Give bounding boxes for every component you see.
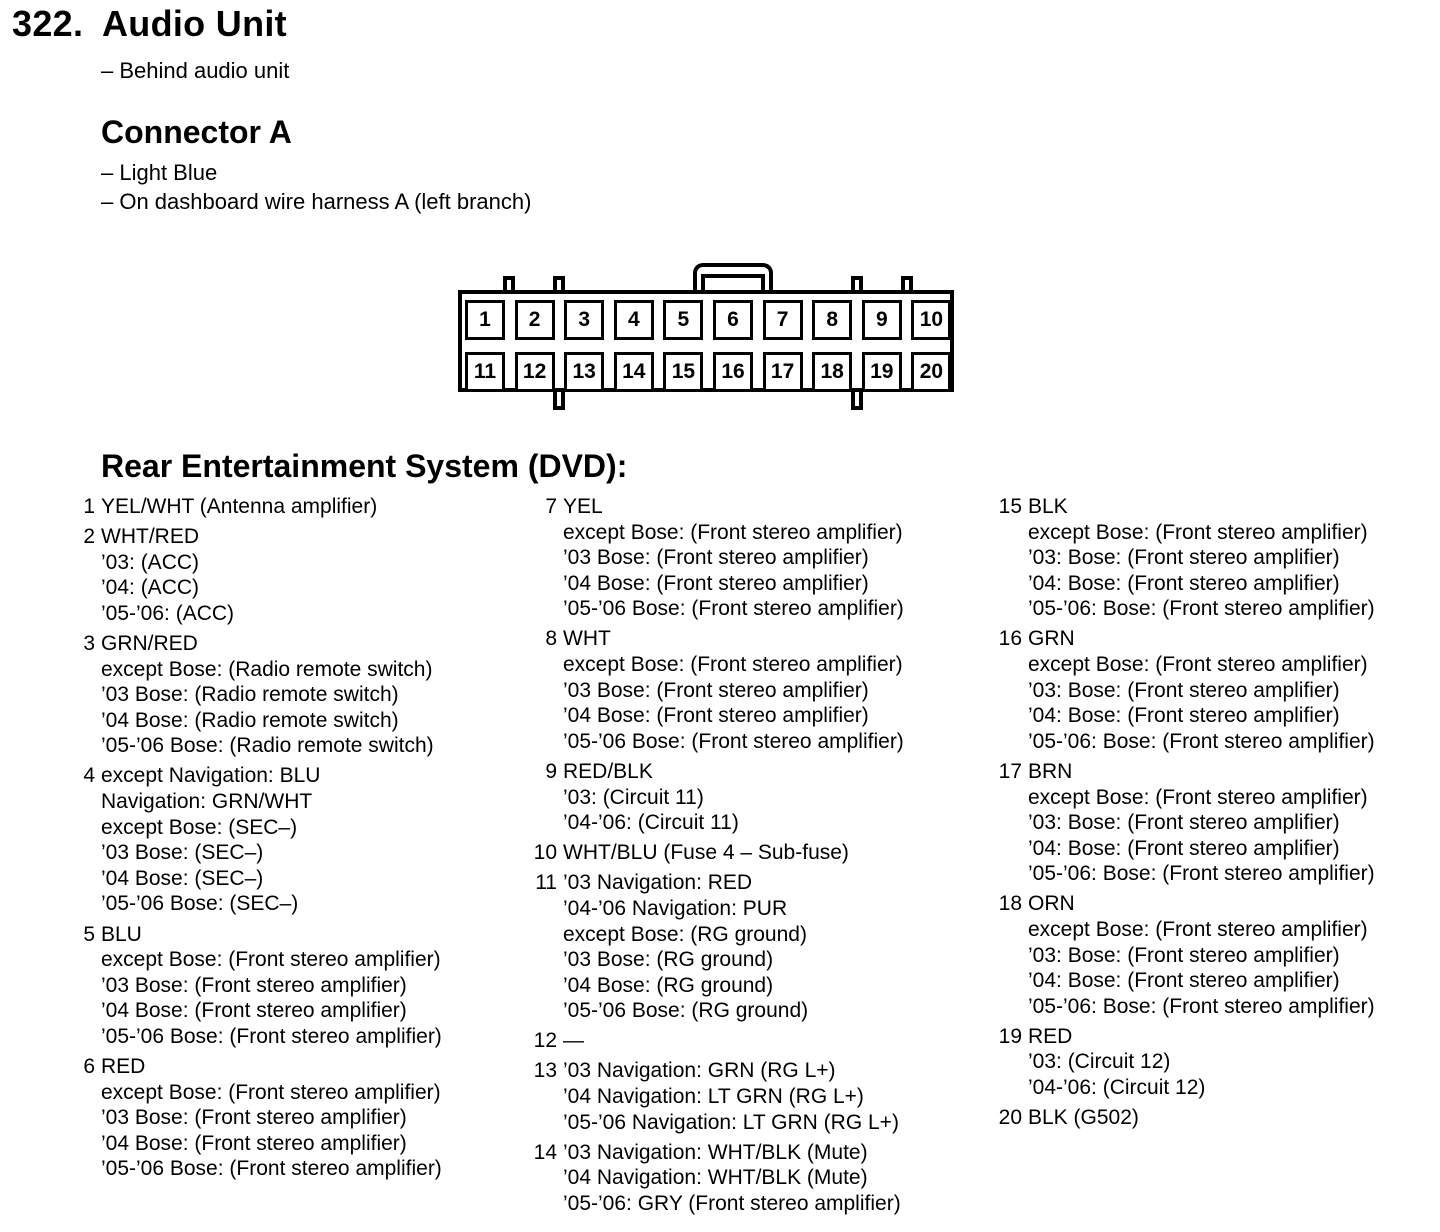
pin-description-line: ’03 Bose: (Front stereo amplifier) [563,678,869,702]
pin-16: 16 [713,352,753,392]
pin-description-line: ’05-’06: (ACC) [101,601,235,625]
pin-18: 18 [812,352,852,392]
pin-description-line: ’05-’06 Bose: (Front stereo amplifier) [101,1157,442,1181]
pin-description-line: YEL [563,495,603,518]
pin-description-line: ’03 Navigation: WHT/BLK (Mute) [563,1140,868,1164]
pin-description [1028,891,1375,1019]
pin-description-line: RED [101,1054,146,1078]
pin-number: 3 [83,631,95,655]
pin-description-line: except Navigation: BLU [101,764,321,788]
connector-title: Connector A [101,114,292,150]
pin-description-line: Navigation: GRN/WHT [101,790,313,814]
pin-entry-8 [522,626,904,754]
pin-description-line: ’03 Bose: (Front stereo amplifier) [101,1106,407,1130]
pin-number: 6 [83,1054,95,1078]
pin-number: 12 [533,1029,557,1053]
pin-description-line: except Bose: (SEC–) [101,815,298,839]
pin-7: 7 [763,300,803,340]
pin-description-line: ’05-’06 Bose: (Front stereo amplifier) [563,729,904,753]
pin-description [101,922,442,1050]
pin-description-line: ’03: (Circuit 12) [1028,1050,1171,1074]
pin-description-line: ’04: Bose: (Front stereo amplifier) [1028,571,1340,595]
pin-description-line: WHT/RED [101,525,199,549]
pin-description-line: ’04 Navigation: LT GRN (RG L+) [563,1085,864,1109]
pin-description [563,1058,904,1135]
pin-entry-7 [522,494,904,622]
pin-description-line: ’04 Bose: (Front stereo amplifier) [101,999,407,1023]
pin-description [101,524,442,626]
pin-description-line: ’05-’06 Bose: (Radio remote switch) [101,734,434,758]
pin-description-line: ’03: Bose: (Front stereo amplifier) [1028,811,1340,835]
pin-3: 3 [564,300,604,340]
pin-description-line: ’04 Bose: (SEC–) [101,866,264,890]
section-number: 322. [12,3,84,44]
pin-number: 11 [535,871,557,895]
pin-number: 13 [533,1059,557,1083]
pin-number: 14 [533,1140,557,1164]
pin-description-line: ’04: (ACC) [101,576,200,600]
pin-description-line: WHT [563,627,611,651]
pin-description-line: ’04-’06: (Circuit 11) [563,811,739,835]
pin-description-line: ’03 Bose: (Front stereo amplifier) [563,546,869,570]
pin-description [101,631,442,759]
pin-description-line: ’05-’06 Bose: (SEC–) [101,892,299,916]
pin-entry-17 [992,759,1375,887]
connector-location-note: – On dashboard wire harness A (left branch) [101,189,532,214]
pin-description-line: ’03 Bose: (SEC–) [101,841,264,865]
pin-19: 19 [862,352,902,392]
pin-description-line: ’03 Bose: (Front stereo amplifier) [101,973,407,997]
pin-description-line: ’04: Bose: (Front stereo amplifier) [1028,969,1340,993]
pin-description-line: RED [1028,1024,1073,1048]
pin-description-line: except Bose: (Front stereo amplifier) [1028,520,1368,544]
pin-description [563,840,904,866]
pin-description-line: ’03: Bose: (Front stereo amplifier) [1028,546,1340,570]
pin-entry-2 [60,524,442,626]
pin-description-line: ’05-’06 Bose: (Front stereo amplifier) [101,1024,442,1048]
pin-description-line: WHT/BLU (Fuse 4 – Sub-fuse) [563,841,849,865]
pin-description-line: ’04 Bose: (Front stereo amplifier) [563,571,869,595]
pin-description-line: ’05-’06: GRY (Front stereo amplifier) [563,1191,901,1215]
pin-description-line: ’03 Bose: (Radio remote switch) [101,683,399,707]
pin-description-line: ’04: Bose: (Front stereo amplifier) [1028,704,1340,728]
pin-description-line: ’03: Bose: (Front stereo amplifier) [1028,678,1340,702]
pin-description-line: except Bose: (Front stereo amplifier) [1028,918,1368,941]
pin-description-line: ’03 Navigation: GRN (RG L+) [563,1059,836,1083]
pin-description-line: ’04 Bose: (Radio remote switch) [101,708,399,732]
pin-entry-18 [992,891,1375,1019]
pin-description-line: BLK (G502) [1028,1106,1139,1130]
pin-description-line: BLK [1028,495,1068,518]
pin-description-line: except Bose: (Radio remote switch) [101,657,433,681]
pin-description [101,763,442,917]
pin-description [101,1054,442,1182]
pin-description-line: ’05-’06: Bose: (Front stereo amplifier) [1028,994,1375,1018]
pin-8: 8 [812,300,852,340]
pin-description-line: GRN [1028,627,1075,651]
pin-description-line: except Bose: (Front stereo amplifier) [101,1080,441,1104]
pin-description [563,494,904,622]
pin-entry-11 [522,870,904,1024]
pin-description-line: ’05-’06: Bose: (Front stereo amplifier) [1028,597,1375,621]
page-title [12,3,287,45]
pin-list-column-3 [992,494,1375,1135]
pin-description-line: — [563,1029,584,1053]
pin-number: 18 [998,892,1022,916]
pin-description-line: ’04 Bose: (RG ground) [563,973,774,997]
pin-number: 10 [533,841,557,865]
pin-entry-19 [992,1024,1375,1101]
pin-entry-1 [60,494,442,520]
pin-description [1028,1105,1375,1131]
pin-number: 20 [998,1106,1022,1130]
pin-description-line: ’04: Bose: (Front stereo amplifier) [1028,836,1340,860]
pin-entry-6 [60,1054,442,1182]
pin-number: 16 [998,627,1022,651]
component-name: Audio Unit [102,3,287,44]
pin-number: 19 [998,1024,1022,1048]
pin-description [563,870,904,1024]
pin-description-line: except Bose: (RG ground) [563,922,807,946]
pin-description-line: GRN/RED [101,631,198,655]
pin-6: 6 [713,300,753,340]
pin-description-line: ’05-’06: Bose: (Front stereo amplifier) [1028,862,1375,886]
pin-number: 17 [998,759,1022,783]
pin-number: 8 [545,627,557,651]
pin-description-line: ’04-’06 Navigation: PUR [563,896,788,920]
pin-description [563,626,904,754]
pin-description-line: BRN [1028,759,1073,783]
section-heading: Rear Entertainment System (DVD): [101,448,628,484]
pin-entry-15 [992,494,1375,622]
location-note: – Behind audio unit [101,58,290,83]
pin-description [563,759,904,836]
pin-entry-3 [60,631,442,759]
pin-description-line: ’03: (ACC) [101,550,200,574]
pin-description-line: ’03 Navigation: RED [563,871,753,895]
pin-entry-14 [522,1140,904,1217]
pin-description-line: except Bose: (Front stereo amplifier) [1028,785,1368,809]
pin-entry-10 [522,840,904,866]
pin-11: 11 [465,352,505,392]
pin-entry-16 [992,626,1375,754]
connector-diagram [455,260,965,416]
pin-description-line: BLU [101,922,142,946]
pin-description-line: except Bose: (Front stereo amplifier) [563,653,903,677]
pin-20: 20 [911,352,951,392]
pin-5: 5 [663,300,703,340]
pin-list-column-1 [60,494,442,1186]
pin-description [1028,759,1375,887]
pin-description-line: ’04 Bose: (Front stereo amplifier) [101,1131,407,1155]
pin-number: 15 [998,495,1022,518]
pin-description-line: RED/BLK [563,759,653,783]
pin-description-line: ’04-’06: (Circuit 12) [1028,1076,1206,1100]
pin-description [1028,1024,1375,1101]
pin-description-line: except Bose: (Front stereo amplifier) [563,520,903,544]
pin-14: 14 [614,352,654,392]
pin-13: 13 [564,352,604,392]
pin-1: 1 [465,300,505,340]
pin-number: 9 [545,759,557,783]
pin-10: 10 [911,300,951,340]
pin-description [1028,494,1375,622]
pin-description-line: ’03: (Circuit 11) [563,785,704,809]
pin-entry-12 [522,1028,904,1054]
pin-entry-4 [60,763,442,917]
pin-description-line: except Bose: (Front stereo amplifier) [1028,653,1368,677]
pin-description-line: except Bose: (Front stereo amplifier) [101,948,441,972]
pin-description-line: YEL/WHT (Antenna amplifier) [101,495,378,518]
pin-description-line: ’04 Navigation: WHT/BLK (Mute) [563,1166,868,1190]
pin-4: 4 [614,300,654,340]
pin-list-column-2 [522,494,904,1221]
pin-number: 4 [83,764,95,788]
pin-entry-13 [522,1058,904,1135]
pin-description-line: ORN [1028,892,1075,916]
pin-number: 1 [83,495,95,518]
pin-description-line: ’04 Bose: (Front stereo amplifier) [563,704,869,728]
pin-entry-20 [992,1105,1375,1131]
pin-number: 7 [545,495,557,518]
pin-description [101,494,442,520]
pin-entry-5 [60,922,442,1050]
pin-description-line: ’05-’06 Navigation: LT GRN (RG L+) [563,1110,899,1134]
pin-description [563,1140,904,1217]
pin-description-line: ’03 Bose: (RG ground) [563,948,774,972]
pin-description-line: ’05-’06 Bose: (Front stereo amplifier) [563,597,904,621]
pin-description-line: ’03: Bose: (Front stereo amplifier) [1028,943,1340,967]
pin-12: 12 [515,352,555,392]
pin-number: 2 [83,525,95,549]
connector-color-note: – Light Blue [101,160,218,185]
pin-2: 2 [515,300,555,340]
pin-description-line: ’05-’06: Bose: (Front stereo amplifier) [1028,729,1375,753]
pin-number: 5 [83,922,95,946]
pin-9: 9 [862,300,902,340]
pin-entry-9 [522,759,904,836]
pin-description-line: ’05-’06 Bose: (RG ground) [563,999,809,1023]
pin-17: 17 [763,352,803,392]
pin-description [563,1028,904,1054]
pin-15: 15 [663,352,703,392]
pin-description [1028,626,1375,754]
